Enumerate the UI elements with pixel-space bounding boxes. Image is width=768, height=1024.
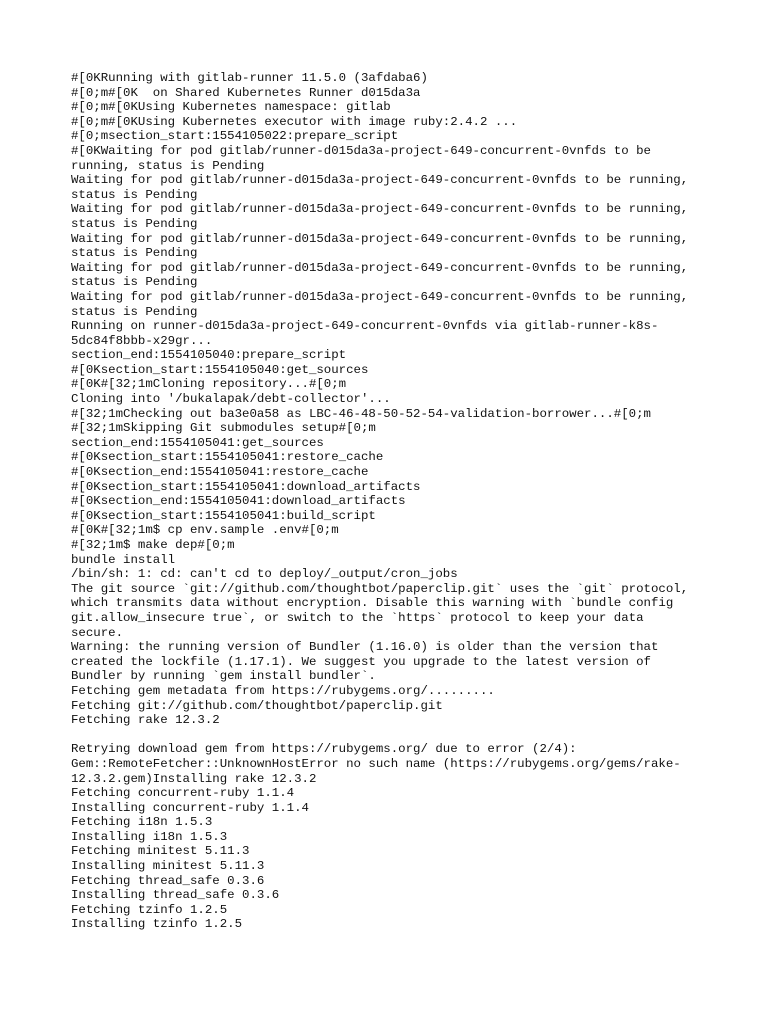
- log-line: Running on runner-d015da3a-project-649-concurrent-0vnfds via gitlab-runner-k8s-: [71, 319, 659, 334]
- log-line: Fetching rake 12.3.2: [71, 713, 220, 728]
- log-line: Fetching tzinfo 1.2.5: [71, 902, 228, 917]
- log-line: Installing tzinfo 1.2.5: [71, 917, 243, 932]
- log-line: Bundler by running `gem install bundler`.: [71, 669, 376, 684]
- log-line: #[0;m#[0KUsing Kubernetes executor with image ruby:2.4.2 ...: [71, 114, 518, 129]
- log-line: #[0KWaiting for pod gitlab/runner-d015da3a-project-649-concurrent-0vnfds to be: [71, 143, 651, 158]
- log-line: status is Pending: [71, 275, 198, 290]
- log-line: 5dc84f8bbb-x29gr...: [71, 333, 213, 348]
- log-line: status is Pending: [71, 304, 198, 319]
- log-line: Waiting for pod gitlab/runner-d015da3a-project-649-concurrent-0vnfds to be running,: [71, 260, 689, 275]
- log-line: Installing minitest 5.11.3: [71, 859, 265, 874]
- log-line: which transmits data without encryption. Disable this warning with `bundle config: [71, 596, 674, 611]
- blank-line: [71, 728, 711, 743]
- log-line: section_end:1554105040:prepare_script: [71, 348, 347, 363]
- log-line: #[0Ksection_end:1554105041:restore_cache: [71, 465, 369, 480]
- log-line: secure.: [71, 625, 124, 640]
- log-line: running, status is Pending: [71, 158, 265, 173]
- log-line: status is Pending: [71, 187, 198, 202]
- log-line: Fetching i18n 1.5.3: [71, 815, 213, 830]
- log-line: #[32;1m$ make dep#[0;m: [71, 538, 235, 552]
- log-line: Waiting for pod gitlab/runner-d015da3a-project-649-concurrent-0vnfds to be running,: [71, 231, 689, 246]
- ci-job-log: [71, 71, 711, 932]
- log-line: #[0KRunning with gitlab-runner 11.5.0 (3afdaba6): [71, 71, 428, 85]
- log-line: #[0K#[32;1m$ cp env.sample .env#[0;m: [71, 523, 339, 538]
- log-line: Fetching minitest 5.11.3: [71, 844, 250, 859]
- log-line: #[32;1mChecking out ba3e0a58 as LBC-46-48-50-52-54-validation-borrower...#[0;m: [71, 406, 651, 421]
- log-line: Waiting for pod gitlab/runner-d015da3a-project-649-concurrent-0vnfds to be running,: [71, 202, 689, 217]
- log-line: #[0Ksection_start:1554105041:build_script: [71, 508, 376, 523]
- log-line: section_end:1554105041:get_sources: [71, 435, 324, 450]
- log-line: Cloning into '/bukalapak/debt-collector'...: [71, 392, 391, 407]
- log-line: git.allow_insecure true`, or switch to the `https` protocol to keep your data: [71, 610, 644, 625]
- log-line: #[0Ksection_start:1554105041:download_artifacts: [71, 479, 421, 494]
- log-line: #[0;m#[0K on Shared Kubernetes Runner d015da3a: [71, 85, 421, 100]
- log-line: Fetching gem metadata from https://rubygems.org/.........: [71, 683, 495, 698]
- log-line: status is Pending: [71, 216, 198, 231]
- log-line: Fetching concurrent-ruby 1.1.4: [71, 786, 295, 801]
- log-line: Installing i18n 1.5.3: [71, 829, 228, 844]
- log-line: Gem::RemoteFetcher::UnknownHostError no such name (https://rubygems.org/gems/rake-: [71, 756, 681, 771]
- log-line: Retrying download gem from https://rubygems.org/ due to error (2/4):: [71, 742, 577, 757]
- log-line: /bin/sh: 1: cd: can't cd to deploy/_output/cron_jobs: [71, 567, 458, 582]
- log-line: Fetching git://github.com/thoughtbot/paperclip.git: [71, 698, 443, 713]
- log-line: The git source `git://github.com/thoughtbot/paperclip.git` uses the `git` protocol,: [71, 581, 689, 596]
- log-line: Waiting for pod gitlab/runner-d015da3a-project-649-concurrent-0vnfds to be running,: [71, 289, 689, 304]
- log-line: #[0;m#[0KUsing Kubernetes namespace: gitlab: [71, 100, 391, 115]
- log-line: #[0;msection_start:1554105022:prepare_script: [71, 129, 399, 144]
- log-line: Waiting for pod gitlab/runner-d015da3a-project-649-concurrent-0vnfds to be running,: [71, 173, 689, 188]
- log-line: 12.3.2.gem)Installing rake 12.3.2: [71, 771, 317, 786]
- log-line: Installing concurrent-ruby 1.1.4: [71, 800, 309, 815]
- log-line: #[0Ksection_end:1554105041:download_artifacts: [71, 494, 406, 509]
- log-line: #[0Ksection_start:1554105040:get_sources: [71, 362, 369, 377]
- log-line: #[32;1mSkipping Git submodules setup#[0;m: [71, 421, 376, 436]
- log-line: #[0K#[32;1mCloning repository...#[0;m: [71, 377, 347, 392]
- log-line: #[0Ksection_start:1554105041:restore_cache: [71, 450, 384, 465]
- log-line: status is Pending: [71, 246, 198, 261]
- log-line: Warning: the running version of Bundler (1.16.0) is older than the version that: [71, 640, 659, 655]
- log-line: bundle install: [71, 552, 176, 567]
- log-line: created the lockfile (1.17.1). We suggest you upgrade to the latest version of: [71, 654, 651, 669]
- log-line: Installing thread_safe 0.3.6: [71, 888, 280, 903]
- log-line: Fetching thread_safe 0.3.6: [71, 873, 265, 888]
